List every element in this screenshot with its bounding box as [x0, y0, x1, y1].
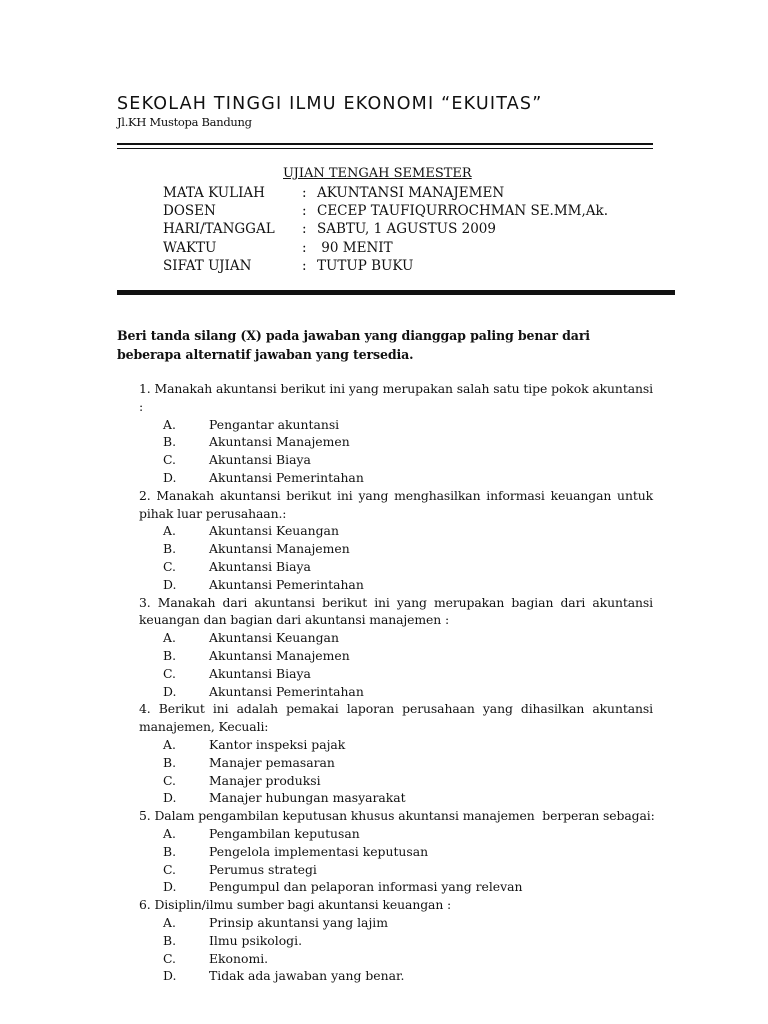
option-text: Akuntansi Manajemen: [209, 647, 350, 663]
meta-value: SABTU, 1 AGUSTUS 2009: [317, 221, 496, 238]
header-divider-bottom: [117, 148, 653, 149]
option-letter: C.: [163, 861, 176, 877]
answer-option[interactable]: [139, 967, 653, 985]
question-5: [139, 807, 653, 896]
option-letter: A.: [163, 914, 176, 930]
answer-option[interactable]: [139, 469, 653, 487]
question-text: 6. Disiplin/ilmu sumber bagi akuntansi keuangan :: [139, 897, 452, 913]
option-letter: D.: [163, 879, 177, 895]
option-letter: A.: [163, 736, 176, 752]
option-text: Ilmu psikologi.: [209, 932, 303, 948]
option-text: Prinsip akuntansi yang lajim: [209, 914, 388, 930]
question-4: [139, 700, 653, 807]
option-letter: B.: [163, 434, 177, 450]
exam-title: UJIAN TENGAH SEMESTER: [283, 166, 472, 181]
option-text: Pengelola implementasi keputusan: [209, 843, 429, 859]
option-letter: A.: [163, 630, 176, 646]
meta-label: DOSEN: [163, 203, 216, 220]
answer-option[interactable]: [139, 878, 653, 896]
option-letter: D.: [163, 968, 177, 984]
option-text: Akuntansi Pemerintahan: [209, 576, 364, 592]
option-letter: A.: [163, 416, 176, 432]
option-text: Manajer hubungan masyarakat: [209, 790, 406, 806]
answer-option[interactable]: [139, 451, 653, 469]
option-letter: B.: [163, 754, 177, 770]
option-text: Akuntansi Manajemen: [209, 434, 350, 450]
answer-option[interactable]: [139, 754, 653, 772]
meta-colon: :: [302, 257, 307, 274]
answer-option[interactable]: [139, 825, 653, 843]
option-letter: D.: [163, 469, 177, 485]
answer-option[interactable]: [139, 416, 653, 434]
question-2: [139, 487, 653, 594]
option-letter: B.: [163, 843, 177, 859]
meta-value: TUTUP BUKU: [317, 257, 414, 274]
question-text: 5. Dalam pengambilan keputusan khusus akuntansi manajemen berperan sebagai:: [139, 808, 655, 824]
option-text: Akuntansi Keuangan: [209, 523, 339, 539]
answer-option[interactable]: [139, 736, 653, 754]
option-letter: C.: [163, 452, 176, 468]
question-text: 1. Manakah akuntansi berikut ini yang merupakan salah satu tipe pokok akuntansi :: [139, 381, 653, 414]
option-text: Perumus strategi: [209, 861, 317, 877]
header-divider-top: [117, 143, 653, 145]
answer-option[interactable]: [139, 576, 653, 594]
answer-option[interactable]: [139, 861, 653, 879]
option-text: Pengambilan keputusan: [209, 825, 360, 841]
section-divider: [117, 290, 675, 295]
school-address: Jl.KH Mustopa Bandung: [117, 115, 252, 129]
answer-option[interactable]: [139, 629, 653, 647]
school-name: SEKOLAH TINGGI ILMU EKONOMI “EKUITAS”: [117, 94, 543, 114]
option-text: Akuntansi Biaya: [209, 452, 311, 468]
option-letter: D.: [163, 790, 177, 806]
option-text: Akuntansi Manajemen: [209, 541, 350, 557]
option-letter: A.: [163, 523, 176, 539]
option-letter: B.: [163, 932, 177, 948]
option-text: Ekonomi.: [209, 950, 269, 966]
option-text: Tidak ada jawaban yang benar.: [209, 968, 405, 984]
question-text: 3. Manakah dari akuntansi berikut ini yang merupakan bagian dari akuntansi keuangan dan bagian dari akuntansi manajemen :: [139, 594, 653, 628]
answer-option[interactable]: [139, 950, 653, 968]
option-letter: B.: [163, 541, 177, 557]
meta-value: CECEP TAUFIQURROCHMAN SE.MM,Ak.: [317, 203, 609, 220]
answer-option[interactable]: [139, 683, 653, 701]
answer-option[interactable]: [139, 843, 653, 861]
question-6: [139, 896, 653, 985]
meta-colon: :: [302, 185, 307, 201]
option-letter: D.: [163, 576, 177, 592]
option-letter: C.: [163, 950, 176, 966]
option-text: Akuntansi Biaya: [209, 665, 311, 681]
option-text: Pengumpul dan pelaporan informasi yang relevan: [209, 879, 523, 895]
meta-label: HARI/TANGGAL: [163, 221, 275, 238]
answer-option[interactable]: [139, 665, 653, 683]
question-3: [139, 594, 653, 701]
option-text: Akuntansi Biaya: [209, 558, 311, 574]
option-text: Pengantar akuntansi: [209, 416, 340, 432]
option-text: Manajer pemasaran: [209, 754, 335, 770]
option-text: Akuntansi Pemerintahan: [209, 683, 364, 699]
option-text: Kantor inspeksi pajak: [209, 736, 346, 752]
answer-option[interactable]: [139, 932, 653, 950]
option-letter: D.: [163, 683, 177, 699]
answer-option[interactable]: [139, 522, 653, 540]
answer-option[interactable]: [139, 789, 653, 807]
option-letter: C.: [163, 772, 176, 788]
answer-option[interactable]: [139, 647, 653, 665]
question-list: [139, 380, 653, 985]
option-text: Akuntansi Keuangan: [209, 630, 339, 646]
question-text: 2. Manakah akuntansi berikut ini yang menghasilkan informasi keuangan untuk pihak luar perusahaan.:: [139, 487, 653, 521]
exam-instruction: Beri tanda silang (X) pada jawaban yang dianggap paling benar dari beberapa alternatif jawaban yang tersedia.: [117, 328, 590, 362]
meta-colon: :: [302, 203, 307, 220]
option-text: Akuntansi Pemerintahan: [209, 469, 364, 485]
question-text: 4. Berikut ini adalah pemakai laporan perusahaan yang dihasilkan akuntansi manajemen, Kecuali:: [139, 701, 653, 735]
question-1: [139, 380, 653, 487]
meta-colon: :: [302, 239, 307, 256]
meta-label: SIFAT UJIAN: [163, 257, 252, 274]
option-text: Manajer produksi: [209, 772, 321, 788]
option-letter: A.: [163, 825, 176, 841]
meta-value: AKUNTANSI MANAJEMEN: [317, 185, 505, 201]
meta-label: WAKTU: [163, 239, 217, 256]
option-letter: C.: [163, 665, 176, 681]
answer-option[interactable]: [139, 914, 653, 932]
option-letter: B.: [163, 647, 177, 663]
answer-option[interactable]: [139, 772, 653, 790]
meta-value: 90 MENIT: [317, 239, 393, 256]
option-letter: C.: [163, 558, 176, 574]
answer-option[interactable]: [139, 433, 653, 451]
meta-colon: :: [302, 221, 307, 238]
answer-option[interactable]: [139, 558, 653, 576]
meta-label: MATA KULIAH: [163, 185, 265, 201]
answer-option[interactable]: [139, 540, 653, 558]
